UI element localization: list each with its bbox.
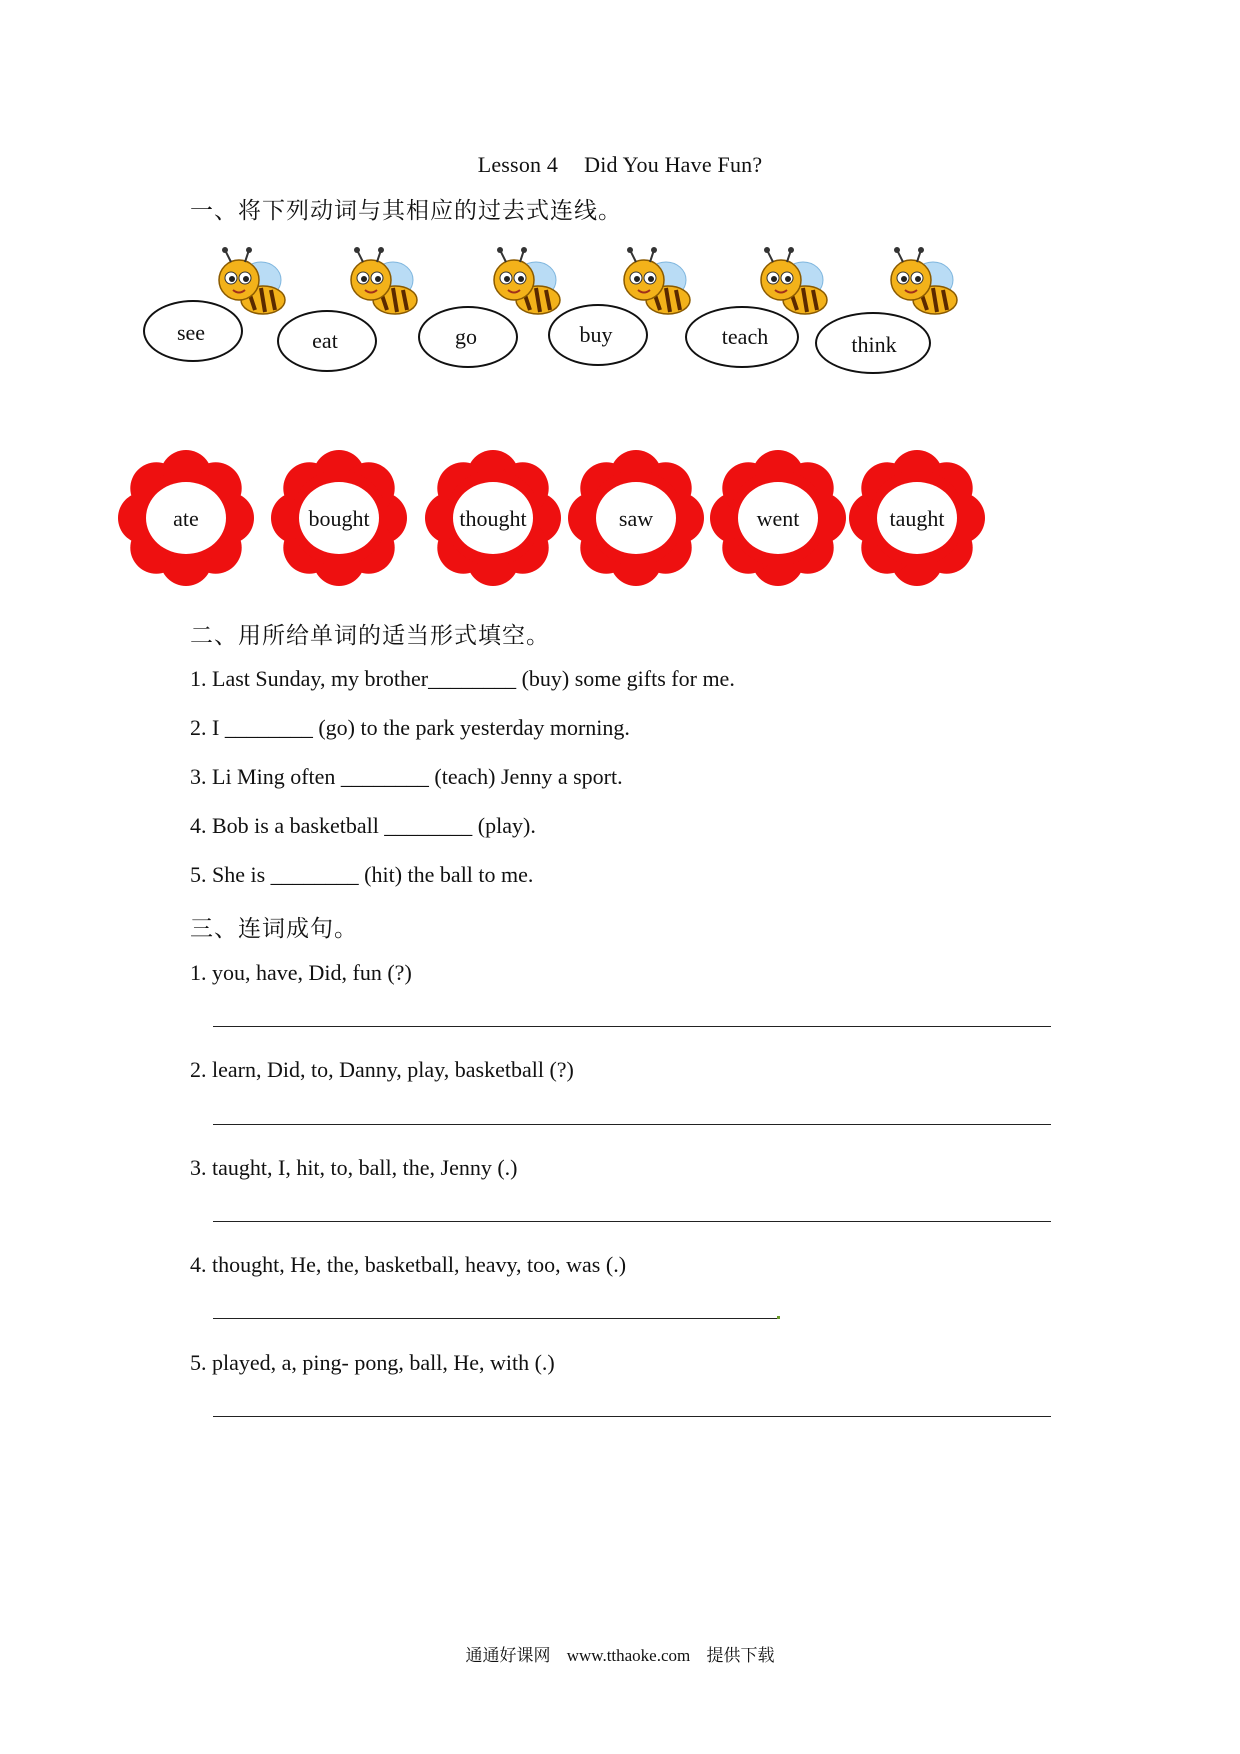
footer [0,1641,1240,1666]
lesson-number: Lesson 4 [477,152,559,177]
answer-line-4[interactable] [213,1318,778,1319]
order-question-2: 2. learn, Did, to, Danny, play, basketball (?) [190,1057,574,1082]
fill-question-4: 4. Bob is a basketball ________ (play). [190,813,536,838]
lesson-name: Did You Have Fun? [584,152,763,177]
footer-note: 提供下载 [706,1646,775,1665]
past-form-item-saw[interactable] [568,450,704,586]
verb-label: eat [312,328,338,353]
past-form-item-thought[interactable] [425,450,561,586]
footer-site-name: 通通好课网 [465,1646,551,1665]
section1-heading: 一、将下列动词与其相应的过去式连线。 [190,198,622,223]
section2-heading: 二、用所给单词的适当形式填空。 [190,623,550,648]
verb-label: buy [579,322,613,347]
verb-item-teach[interactable] [685,252,805,382]
verb-label: think [851,332,897,357]
fill-question-2: 2. I ________ (go) to the park yesterday morning. [190,715,630,740]
verb-item-go[interactable] [418,252,538,382]
verb-label: teach [721,324,769,349]
footer-url[interactable]: www.tthaoke.com [566,1646,691,1665]
verb-item-buy[interactable] [548,252,668,382]
order-question-1: 1. you, have, Did, fun (?) [190,960,412,985]
past-form-label: taught [889,506,945,531]
section3-heading: 三、连词成句。 [190,916,358,941]
past-form-label: went [756,506,800,531]
order-question-5: 5. played, a, ping- pong, ball, He, with (.) [190,1350,555,1375]
past-form-label: saw [618,506,654,531]
answer-line-3[interactable] [213,1221,1051,1222]
past-form-label: ate [173,506,199,531]
verb-label: see [176,320,206,345]
verb-item-eat[interactable] [275,252,395,382]
past-form-label: bought [308,506,370,531]
answer-line-2[interactable] [213,1124,1051,1125]
verb-label: go [455,324,477,349]
green-dot [777,1316,780,1319]
past-form-item-ate[interactable] [118,450,254,586]
answer-line-1[interactable] [213,1026,1051,1027]
page-title [0,152,1240,178]
fill-question-5: 5. She is ________ (hit) the ball to me. [190,862,534,887]
verb-item-see[interactable] [143,252,263,382]
past-form-item-taught[interactable] [849,450,985,586]
verb-item-think[interactable] [815,252,935,382]
order-question-3: 3. taught, I, hit, to, ball, the, Jenny (.) [190,1155,518,1180]
past-form-item-bought[interactable] [271,450,407,586]
order-question-4: 4. thought, He, the, basketball, heavy, too, was (.) [190,1252,627,1277]
past-form-item-went[interactable] [710,450,846,586]
past-form-label: thought [459,506,527,531]
fill-question-1: 1. Last Sunday, my brother________ (buy) some gifts for me. [190,666,735,691]
fill-question-3: 3. Li Ming often ________ (teach) Jenny a sport. [190,764,623,789]
answer-line-5[interactable] [213,1416,1051,1417]
